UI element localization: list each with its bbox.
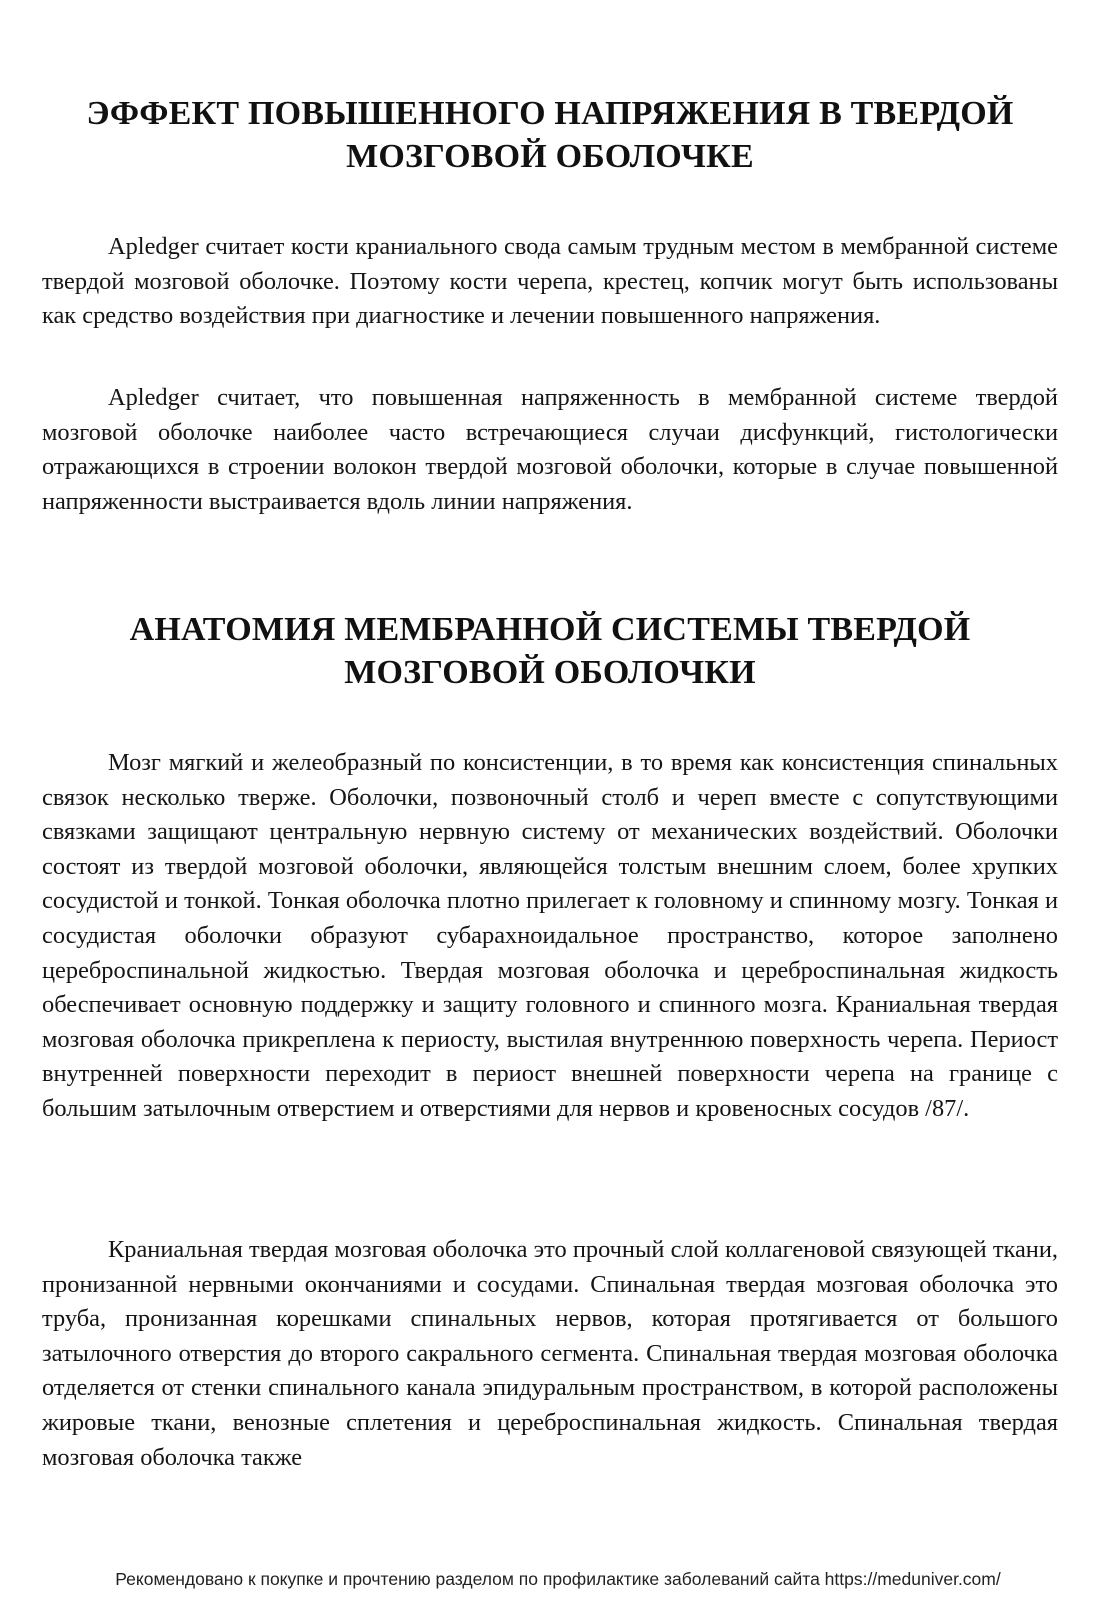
section-heading-anatomy [42, 608, 1058, 694]
paragraph-membrane-tension: Apledger считает, что повышенная напряженность в мембранной системе твердой мозговой оболочке наиболее часто встречающиеся случаи дисфункций, гистологически отражающихся в строении волокон твердой мозговой оболочки, которые в случае повышенной напряженности выстраивается вдоль линии напряжения. [42, 384, 1058, 515]
section-heading-dura-tension [42, 92, 1058, 178]
footer-recommendation: Рекомендовано к покупке и прочтению разделом по профилактике заболеваний сайта https://meduniver.com/ [115, 1569, 1001, 1589]
heading-line: ЭФФЕКТ ПОВЫШЕННОГО НАПРЯЖЕНИЯ В ТВЕРДОЙ [86, 95, 1014, 132]
heading-line: МОЗГОВОЙ ОБОЛОЧКИ [344, 654, 756, 691]
heading-line: АНАТОМИЯ МЕМБРАННОЙ СИСТЕМЫ ТВЕРДОЙ [129, 611, 971, 648]
paragraph-meninges: Мозг мягкий и желеобразный по консистенции, в то время как консистенция спинальных связок несколько тверже. Оболочки, позвоночный столб и череп вместе с сопутствующими связками защищают центральную нервную систему от механических воздействий. Оболочки состоят из твердой мозговой оболочки, являющейся толстым внешним слоем, более хрупких сосудистой и тонкой. Тонкая оболочка плотно прилегает к головному и спинному мозгу. Тонкая и сосудистая оболочки образуют субарахноидальное пространство, которое заполнено цереброспинальной жидкостью. Твердая мозговая оболочка и цереброспинальная жидкость обеспечивает основную поддержку и защиту головного и спинного мозга. Краниальная твердая мозговая оболочка прикреплена к периосту, выстилая внутреннюю поверхность черепа. Периост внутренней поверхности переходит в периост внешней поверхности черепа на границе с большим затылочным отверстием и отверстиями для нервов и кровеносных сосудов /87/. [42, 749, 1058, 1122]
heading-line: МОЗГОВОЙ ОБОЛОЧКЕ [346, 138, 754, 175]
paragraph-cranial-dura: Краниальная твердая мозговая оболочка это прочный слой коллагеновой связующей ткани, пронизанной нервными окончаниями и сосудами. Спинальная твердая мозговая оболочка это труба, пронизанная корешками спинальных нервов, которая протягивается от большого затылочного отверстия до второго сакрального сегмента. Спинальная твердая мозговая оболочка отделяется от стенки спинального канала эпидуральным пространством, в которой расположены жировые ткани, венозные сплетения и цереброспинальная жидкость. Спинальная твердая мозговая оболочка также [42, 1236, 1058, 1471]
paragraph-cranial-vault: Apledger считает кости краниального свода самым трудным местом в мембранной системе твердой мозговой оболочке. Поэтому кости черепа, крестец, копчик могут быть использованы как средство воздействия при диагностике и лечении повышенного напряжения. [42, 233, 1058, 330]
